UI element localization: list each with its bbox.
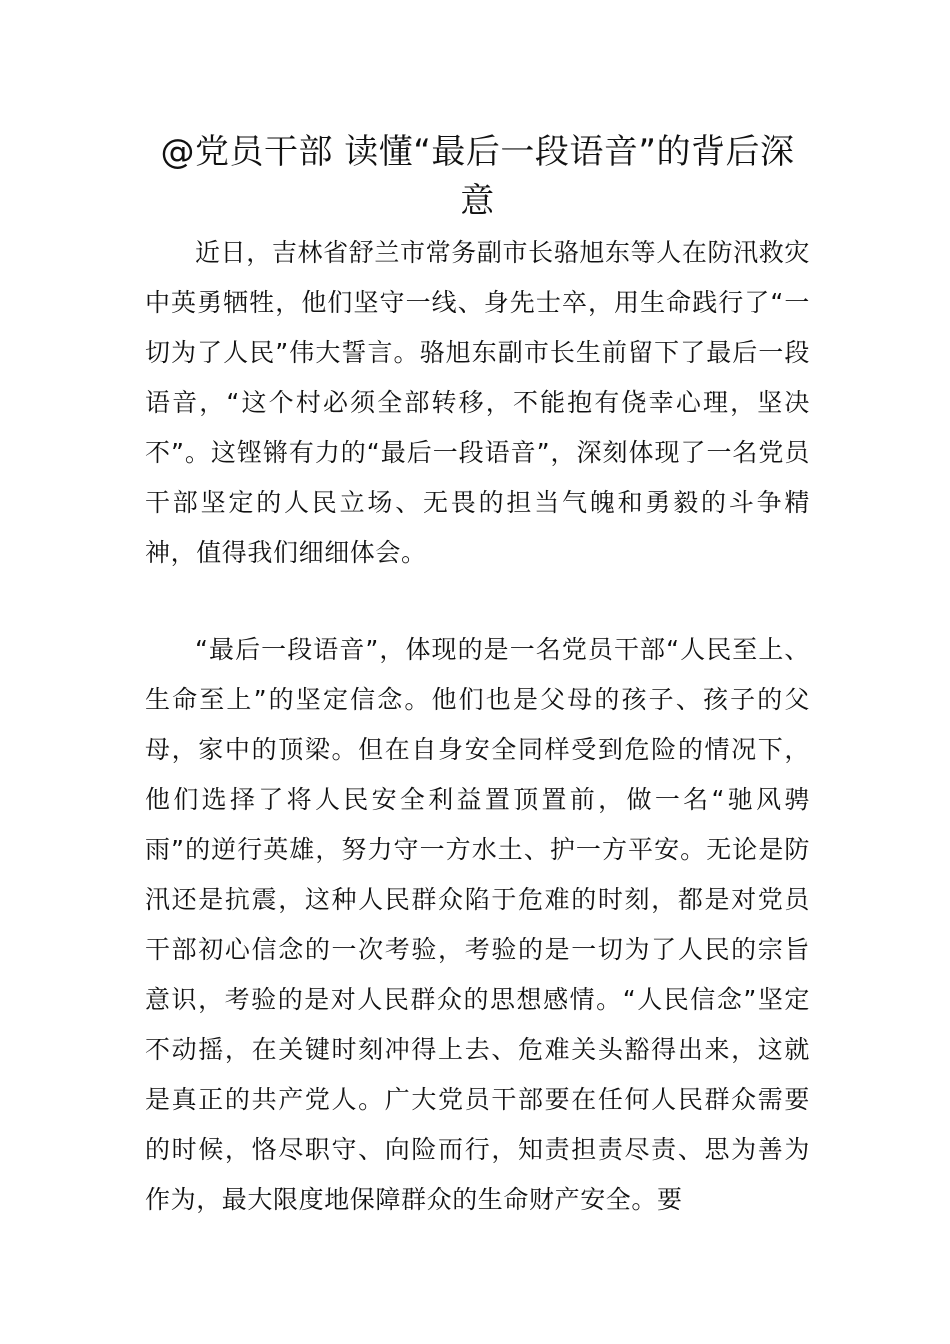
paragraph-intro: 近日，吉林省舒兰市常务副市长骆旭东等人在防汛救灾中英勇牺牲，他们坚守一线、身先士卒，用生命践行了“一切为了人民”伟大誓言。骆旭东副市长生前留下了最后一段语音，“这个村必须全部转移，不能抱有侥幸心理，坚决不”。这铿锵有力的“最后一段语音”，深刻体现了一名党员干部坚定的人民立场、无畏的担当气魄和勇毅的斗争精神，值得我们细细体会。: [145, 238, 810, 567]
paragraph-body: “最后一段语音”，体现的是一名党员干部“人民至上、生命至上”的坚定信念。他们也是父母的孩子、孩子的父母，家中的顶梁。但在自身安全同样受到危险的情况下，他们选择了将人民安全利益置顶置前，做一名“驰风骋雨”的逆行英雄，努力守一方水土、护一方平安。无论是防汛还是抗震，这种人民群众陷于危难的时刻，都是对党员干部初心信念的一次考验，考验的是一切为了人民的宗旨意识，考验的是对人民群众的思想感情。“人民信念”坚定不动摇，在关键时刻冲得上去、危难关头豁得出来，这就是真正的共产党人。广大党员干部要在任何人民群众需要的时候，恪尽职守、向险而行，知责担责尽责、思为善为作为，最大限度地保障群众的生命财产安全。要: [145, 635, 810, 1214]
article-title: @党员干部 读懂“最后一段语音”的背后深意: [160, 132, 795, 221]
